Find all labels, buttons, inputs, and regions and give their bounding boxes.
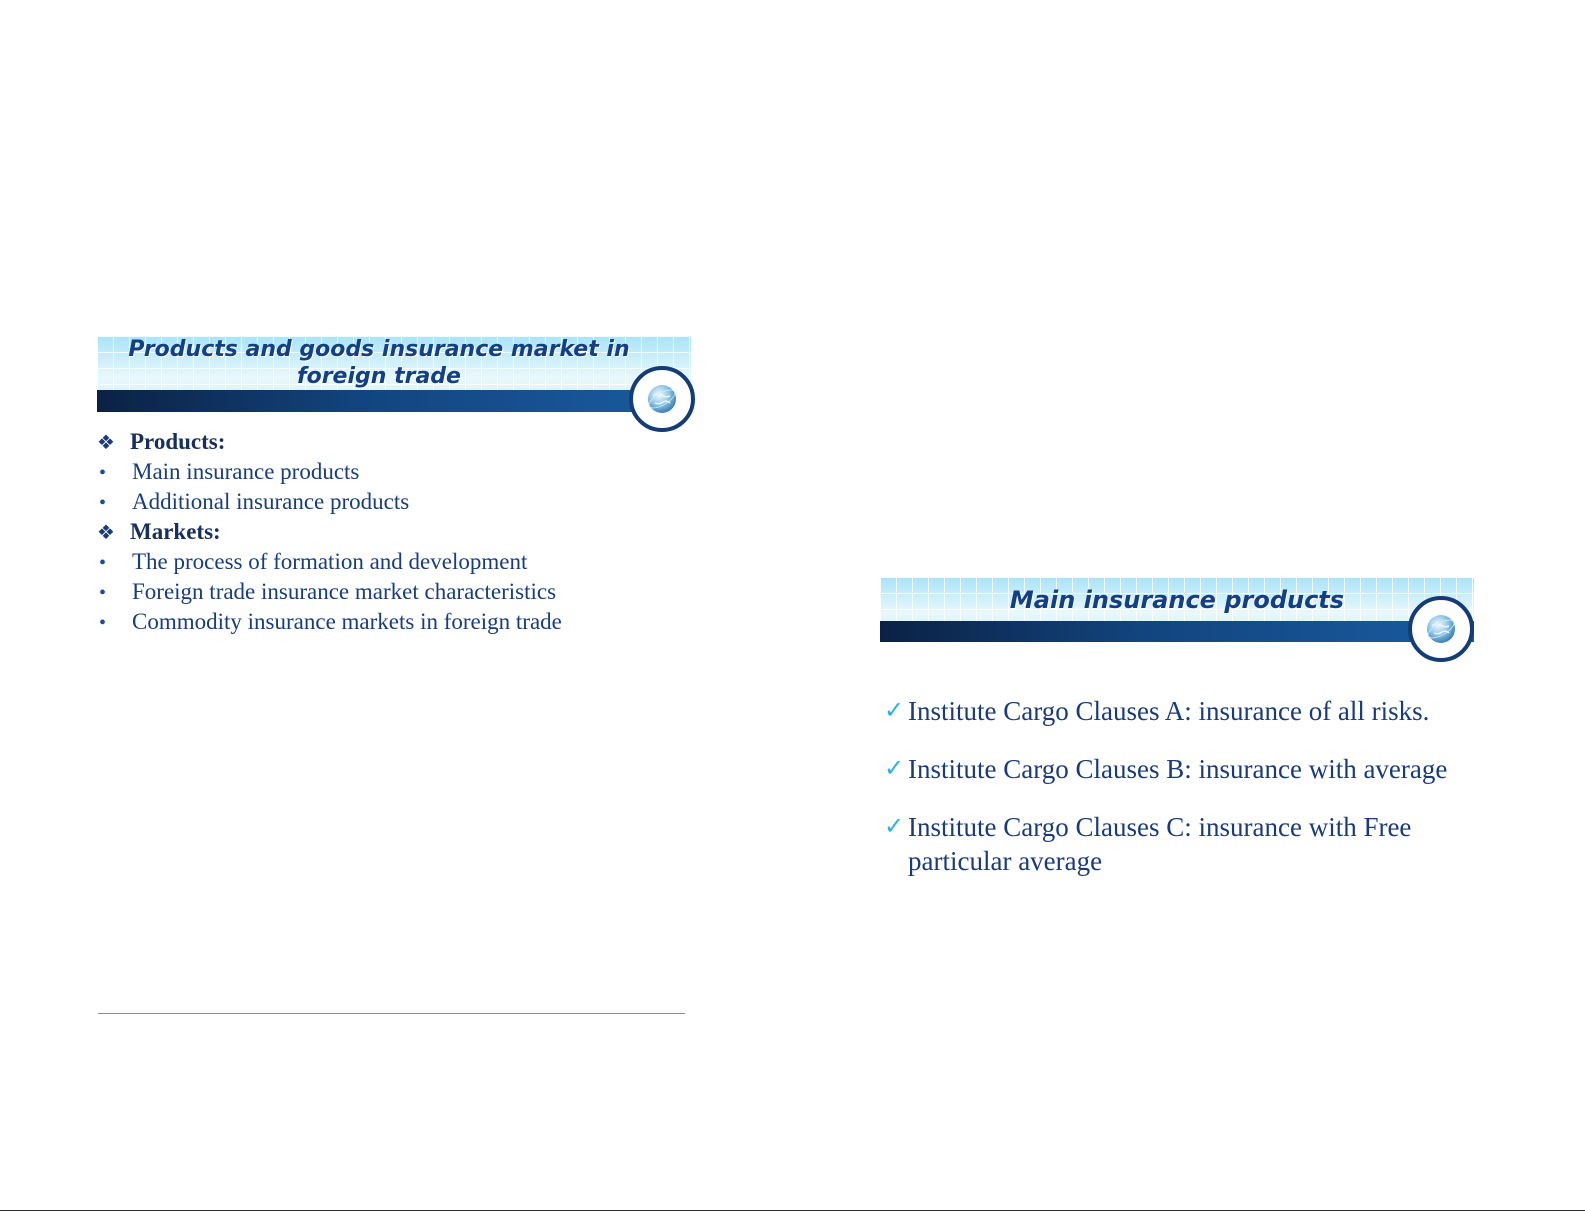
list-item-text: Main insurance products xyxy=(132,459,360,484)
slide-1-header-bar xyxy=(97,390,691,412)
list-heading-text: Markets: xyxy=(130,519,221,544)
slide-1-footer-divider xyxy=(98,1013,685,1014)
list-item xyxy=(97,547,697,577)
list-item xyxy=(884,810,1474,878)
list-item-text: The process of formation and development xyxy=(132,549,528,574)
dot-icon: • xyxy=(99,612,107,634)
list-item xyxy=(884,752,1474,786)
slide-1-content xyxy=(97,427,697,637)
list-heading-text: Products: xyxy=(130,429,226,454)
list-item-text: Commodity insurance markets in foreign trade xyxy=(132,609,562,634)
list-item xyxy=(97,457,697,487)
slide-2-header-bar xyxy=(880,621,1474,642)
slide-2-title: Main insurance products xyxy=(1009,586,1345,614)
list-item xyxy=(884,694,1474,728)
list-heading xyxy=(97,517,697,547)
slide-1-header xyxy=(97,336,691,412)
list-item xyxy=(97,487,697,517)
slide-1-title: Products and goods insurance market in foreign trade xyxy=(128,337,630,389)
diamond-cluster-icon: ❖ xyxy=(97,522,115,544)
globe-icon xyxy=(1408,596,1474,662)
list-item xyxy=(97,577,697,607)
slide-2-header xyxy=(880,577,1474,642)
list-item xyxy=(97,607,697,637)
list-heading xyxy=(97,427,697,457)
list-item-text: Institute Cargo Clauses C: insurance with Free particular average xyxy=(908,812,1412,876)
slide-2-content xyxy=(884,694,1474,902)
diamond-cluster-icon: ❖ xyxy=(97,432,115,454)
dot-icon: • xyxy=(99,582,107,604)
list-item-text: Institute Cargo Clauses B: insurance with average xyxy=(908,754,1448,784)
dot-icon: • xyxy=(99,492,107,514)
check-icon: ✓ xyxy=(884,696,905,724)
dot-icon: • xyxy=(99,462,107,484)
list-item-text: Institute Cargo Clauses A: insurance of all risks. xyxy=(908,696,1430,726)
list-item-text: Foreign trade insurance market characteristics xyxy=(132,579,557,604)
dot-icon: • xyxy=(99,552,107,574)
globe-icon xyxy=(629,366,695,432)
list-item-text: Additional insurance products xyxy=(132,489,410,514)
check-icon: ✓ xyxy=(884,812,905,840)
page-bottom-border xyxy=(0,1210,1585,1211)
check-icon: ✓ xyxy=(884,754,905,782)
